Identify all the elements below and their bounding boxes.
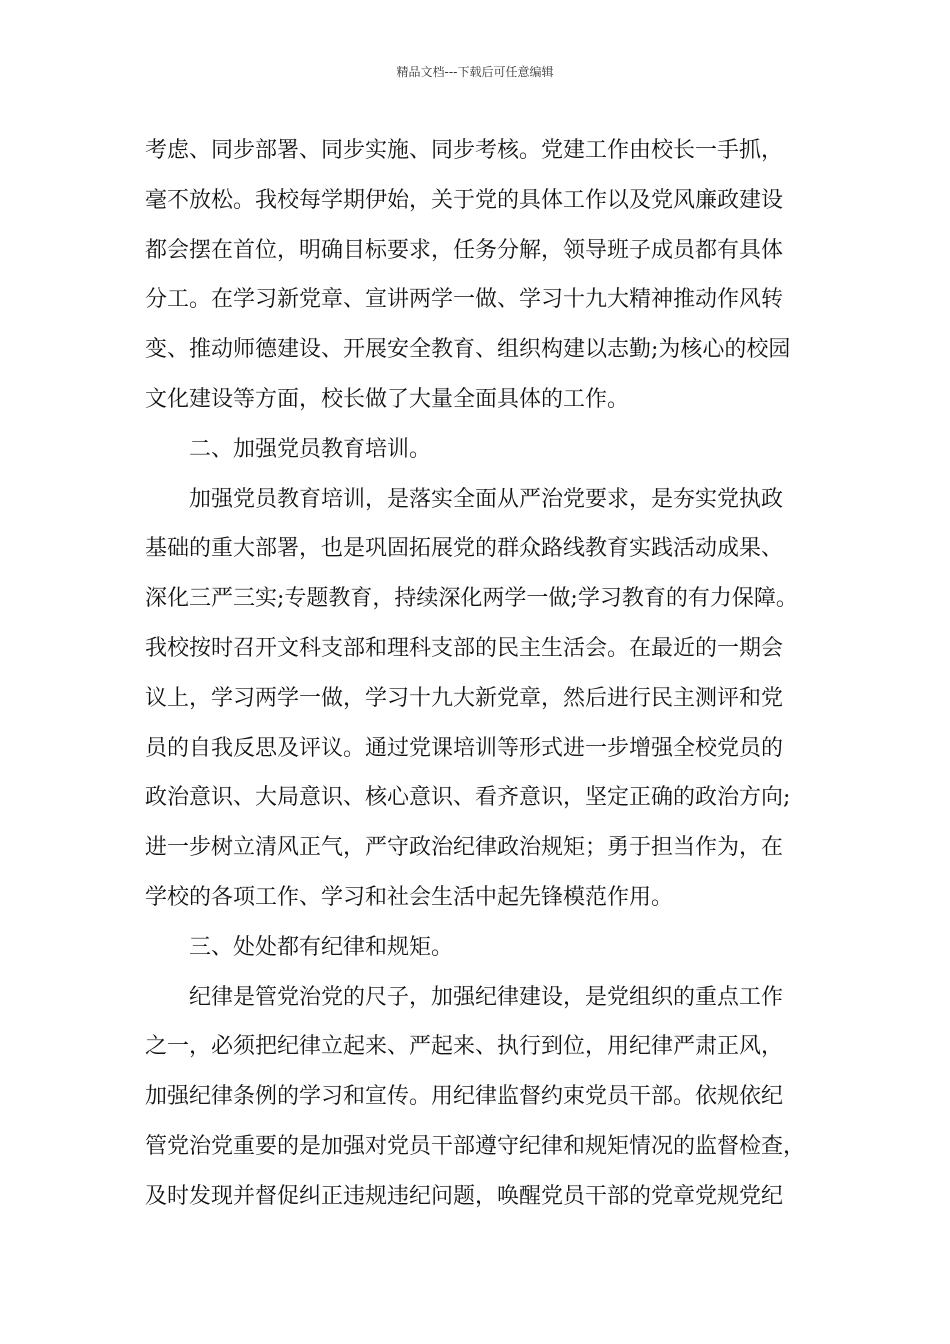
text-line: 我校按时召开文科支部和理科支部的民主生活会。在最近的一期会 [145,635,784,661]
section-heading: 三、处处都有纪律和规矩。 [189,934,454,960]
text-line: 基础的重大部署，也是巩固拓展党的群众路线教育实践活动成果、 [145,536,784,562]
text-line: 毫不放松。我校每学期伊始，关于党的具体工作以及党风廉政建设 [145,187,784,213]
text-line: 议上，学习两学一做，学习十九大新党章，然后进行民主测评和党 [145,685,784,711]
text-line: 进一步树立清风正气，严守政治纪律政治规矩；勇于担当作为，在 [145,835,784,861]
text-line: 考虑、同步部署、同步实施、同步考核。党建工作由校长一手抓， [145,138,784,163]
section-heading: 二、加强党员教育培训。 [189,436,432,462]
text-line: 纪律是管党治党的尺子，加强纪律建设，是党组织的重点工作 [189,984,784,1010]
text-line: 及时发现并督促纠正违规违纪问题，唤醒党员干部的党章党规党纪 [145,1183,784,1209]
text-line: 管党治党重要的是加强对党员干部遵守纪律和规矩情况的监督检查， [145,1133,806,1159]
text-line: 之一，必须把纪律立起来、严起来、执行到位，用纪律严肃正风， [145,1034,784,1060]
text-line: 变、推动师德建设、开展安全教育、组织构建以志勤;为核心的校园 [145,337,791,363]
text-line: 政治意识、大局意识、核心意识、看齐意识，坚定正确的政治方向; [145,785,791,811]
text-line: 员的自我反思及评议。通过党课培训等形式进一步增强全校党员的 [145,735,784,761]
text-line: 都会摆在首位，明确目标要求，任务分解，领导班子成员都有具体 [145,237,784,263]
text-line: 加强党员教育培训，是落实全面从严治党要求，是夯实党执政 [189,486,784,512]
text-line: 深化三严三实;专题教育，持续深化两学一做;学习教育的有力保障。 [145,586,798,612]
text-line: 文化建设等方面，校长做了大量全面具体的工作。 [145,386,630,412]
text-line: 分工。在学习新党章、宣讲两学一做、学习十九大精神推动作风转 [145,287,784,313]
text-line: 学校的各项工作、学习和社会生活中起先锋模范作用。 [145,884,674,910]
document-body [145,126,835,1222]
page-header: 精品文档---下载后可任意编辑 [396,65,554,79]
text-line: 加强纪律条例的学习和宣传。用纪律监督约束党员干部。依规依纪 [145,1084,784,1110]
